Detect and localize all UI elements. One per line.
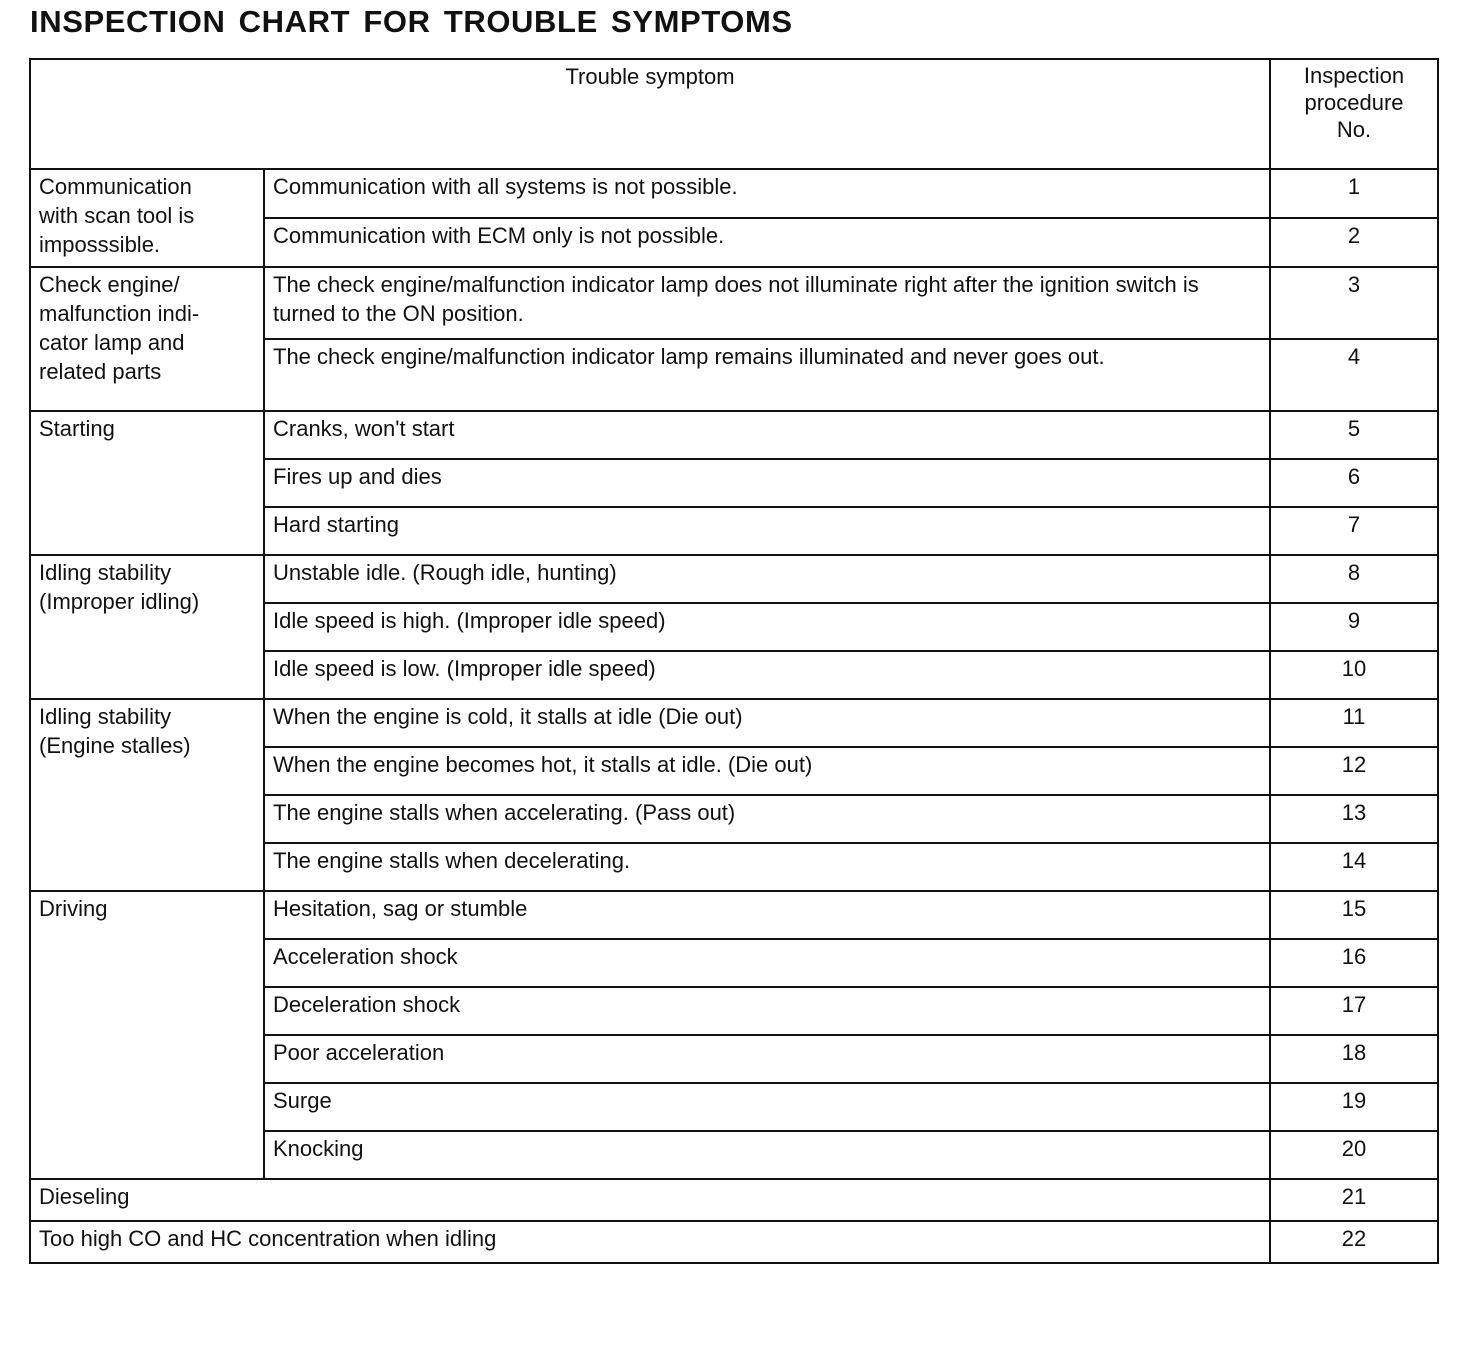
page-title: INSPECTION CHART FOR TROUBLE SYMPTOMS	[30, 4, 793, 39]
procedure-number: 16	[1270, 939, 1438, 987]
procedure-number: 21	[1270, 1179, 1438, 1221]
symptom-cell: Hesitation, sag or stumble	[264, 891, 1270, 939]
table-row	[30, 411, 1438, 459]
symptom-cell-dieseling: Dieseling	[30, 1179, 1270, 1221]
category-line: malfunction indi-	[39, 301, 200, 326]
table-row	[30, 891, 1438, 939]
procedure-number: 14	[1270, 843, 1438, 891]
category-communication	[30, 169, 264, 267]
symptom-cell: Deceleration shock	[264, 987, 1270, 1035]
symptom-cell: The engine stalls when accelerating. (Pass out)	[264, 795, 1270, 843]
table-row	[30, 1221, 1438, 1263]
symptom-cell: The check engine/malfunction indicator lamp remains illuminated and never goes out.	[264, 339, 1270, 411]
symptom-cell: The engine stalls when decelerating.	[264, 843, 1270, 891]
procedure-number: 3	[1270, 267, 1438, 339]
procedure-number: 2	[1270, 218, 1438, 267]
category-starting	[30, 411, 264, 555]
symptom-cell: Unstable idle. (Rough idle, hunting)	[264, 555, 1270, 603]
procedure-number: 5	[1270, 411, 1438, 459]
category-line: (Improper idling)	[39, 589, 200, 614]
symptom-cell: Communication with all systems is not possible.	[264, 169, 1270, 218]
header-procedure-line: procedure	[1304, 90, 1404, 115]
symptom-cell: Idle speed is high. (Improper idle speed)	[264, 603, 1270, 651]
table-row	[30, 699, 1438, 747]
procedure-number: 11	[1270, 699, 1438, 747]
procedure-number: 6	[1270, 459, 1438, 507]
procedure-number: 10	[1270, 651, 1438, 699]
symptom-cell: Idle speed is low. (Improper idle speed)	[264, 651, 1270, 699]
symptom-cell: When the engine becomes hot, it stalls at idle. (Die out)	[264, 747, 1270, 795]
category-driving	[30, 891, 264, 1179]
category-line: with scan tool is	[39, 203, 195, 228]
symptom-cell: When the engine is cold, it stalls at idle (Die out)	[264, 699, 1270, 747]
symptom-cell: Surge	[264, 1083, 1270, 1131]
symptom-cell: The check engine/malfunction indicator lamp does not illuminate right after the ignition switch is turned to the ON position.	[264, 267, 1270, 339]
category-idling-improper	[30, 555, 264, 699]
procedure-number: 8	[1270, 555, 1438, 603]
procedure-number: 4	[1270, 339, 1438, 411]
category-line: Idling stability	[39, 704, 172, 729]
procedure-number: 15	[1270, 891, 1438, 939]
symptom-cell: Fires up and dies	[264, 459, 1270, 507]
category-line: imposssible.	[39, 232, 161, 257]
procedure-number: 20	[1270, 1131, 1438, 1179]
table-row	[30, 267, 1438, 339]
symptom-cell: Hard starting	[264, 507, 1270, 555]
category-line: Driving	[39, 896, 108, 921]
procedure-number: 13	[1270, 795, 1438, 843]
symptom-cell: Acceleration shock	[264, 939, 1270, 987]
header-procedure-line: Inspection	[1303, 63, 1405, 88]
procedure-number: 22	[1270, 1221, 1438, 1263]
procedure-number: 12	[1270, 747, 1438, 795]
procedure-number: 9	[1270, 603, 1438, 651]
procedure-number: 1	[1270, 169, 1438, 218]
symptom-cell: Poor acceleration	[264, 1035, 1270, 1083]
category-line: Idling stability	[39, 560, 172, 585]
table-header-row	[30, 59, 1438, 169]
category-line: Check engine/	[39, 272, 180, 297]
symptom-cell-co-hc: Too high CO and HC concentration when idling	[30, 1221, 1270, 1263]
table-row	[30, 1179, 1438, 1221]
symptom-cell: Cranks, won't start	[264, 411, 1270, 459]
header-inspection-procedure-no	[1270, 59, 1438, 169]
table-row	[30, 555, 1438, 603]
procedure-number: 7	[1270, 507, 1438, 555]
category-line: (Engine stalles)	[39, 733, 191, 758]
category-check-engine-lamp	[30, 267, 264, 411]
category-idling-stalls	[30, 699, 264, 891]
procedure-number: 18	[1270, 1035, 1438, 1083]
procedure-number: 19	[1270, 1083, 1438, 1131]
procedure-number: 17	[1270, 987, 1438, 1035]
trouble-symptom-table	[29, 58, 1439, 1264]
category-line: Communication	[39, 174, 192, 199]
symptom-cell: Communication with ECM only is not possible.	[264, 218, 1270, 267]
category-line: cator lamp and	[39, 330, 185, 355]
header-trouble-symptom: Trouble symptom	[30, 59, 1270, 169]
table-row	[30, 169, 1438, 218]
symptom-cell: Knocking	[264, 1131, 1270, 1179]
header-procedure-line: No.	[1336, 117, 1372, 142]
category-line: related parts	[39, 359, 162, 384]
category-line: Starting	[39, 416, 115, 441]
